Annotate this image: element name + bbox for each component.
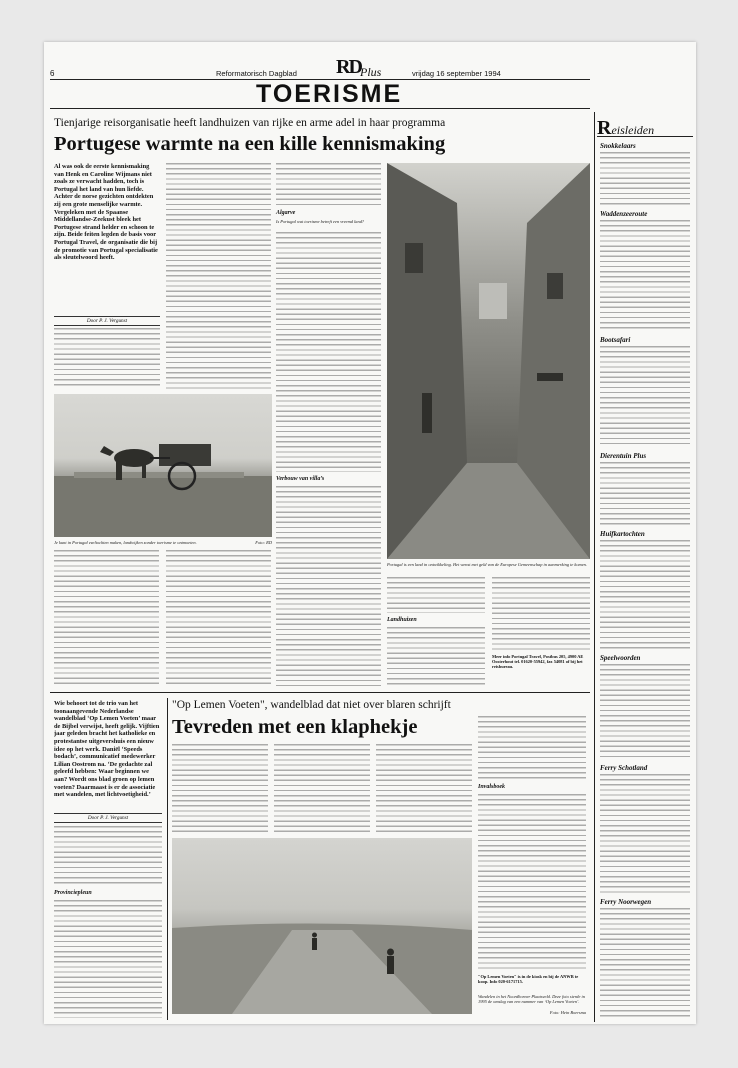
article1-body-col6b bbox=[387, 627, 485, 687]
sidebar-heading-3: Dierentuin Plus bbox=[600, 452, 647, 460]
article3-subhead: Invalsboek bbox=[478, 784, 505, 790]
article1-lede: Al was ook de eerste kennismaking van Henk en Caroline Wijmans niet zoals ze verwacht hadden, toch is Portugal het land van hun liefde. Achter de norse gezichten ontdekten zij een grote menselijke warmte. Vergeleken met de Spaanse Middellandse-Zeekust bleek het Portugese strand helder en schoon te zijn. Beide feiten legden de basis voor Portugal Travel, de organisatie die bij de promotie van Portugal specialisatie als sleutelwoord heeft. bbox=[54, 163, 158, 262]
mid-rule bbox=[50, 692, 590, 693]
section-rule bbox=[50, 108, 590, 109]
article1-body-col4 bbox=[54, 550, 159, 686]
article1-byline: Door P. J. Vergunst bbox=[54, 316, 160, 326]
sidebar-heading-6: Ferry Schotland bbox=[600, 764, 648, 772]
sidebar-heading-4: Huifkartochten bbox=[600, 530, 645, 538]
article1-body-col6 bbox=[387, 577, 485, 613]
article1-body-col3a bbox=[276, 163, 381, 207]
sidebar-title bbox=[597, 117, 693, 137]
sidebar-text-4 bbox=[600, 540, 690, 650]
sidebar-heading-1: Waddenzeeroute bbox=[600, 210, 648, 218]
sidebar-heading-5: Speelwoorden bbox=[600, 654, 641, 662]
article1-headline: Portugese warmte na een kille kennismaking bbox=[54, 133, 446, 155]
article2-byline: Door P. J. Vergunst bbox=[54, 813, 162, 823]
article3-body-col4b bbox=[478, 794, 586, 970]
article2-body-a bbox=[54, 826, 162, 886]
rd-logo bbox=[336, 56, 396, 80]
photo2-caption: Portugal is een land in ontwikkeling. Het wenst met geld van de Europese Gemeenschap in aanmerking te komen. bbox=[387, 562, 587, 567]
article1-body-col7 bbox=[492, 577, 590, 651]
article2-lede: Wie behoort tot de trio van het toonaangevende Nederlandse wandelblad ‘Op Lemen Voeten’ maar de Bijbel verwijst, heeft gelijk. Vijftien jaar geleden bracht het katholieke en protestantse uitgevershuis een nieuw idee op het werk. Daniël ‘Speeds bodach’, communicatief medewerker Lilian Oostrom na. ‘De gedachte zal geleefd hebben: Waar beginnen we aan? Wordt ons blad groen op lemen voeten? Daarmaast is er de associatie met wandelen, met lichtvoetigheid.’ bbox=[54, 700, 160, 799]
sidebar-text-0 bbox=[600, 152, 690, 206]
sidebar-text-7 bbox=[600, 908, 690, 1018]
article3-body-col4a bbox=[478, 716, 586, 780]
photo3-credit: Foto: Hein Boersma bbox=[549, 1010, 586, 1015]
article1-body-col1 bbox=[54, 328, 160, 389]
sidebar-text-5 bbox=[600, 664, 690, 760]
article3-kicker: "Op Lemen Voeten", wandelblad dat niet over blaren schrijft bbox=[172, 699, 451, 711]
sidebar-text-1 bbox=[600, 220, 690, 332]
sidebar-heading-7: Ferry Noorwegen bbox=[600, 898, 652, 906]
article1-pull-quote: Is Portugal wat toerisme betreft een vreemd land? bbox=[276, 219, 365, 224]
article1-body-col5 bbox=[166, 550, 271, 686]
issue-date: vrijdag 16 september 1994 bbox=[412, 69, 501, 78]
sidebar-text-6 bbox=[600, 774, 690, 894]
article2-subhead: Provinciepleun bbox=[54, 890, 92, 896]
article1-kicker: Tienjarige reisorganisatie heeft landhuizen van rijke en arme adel in haar programma bbox=[54, 117, 446, 129]
photo-village-street-illustration bbox=[387, 163, 590, 559]
article1-body-col3b bbox=[276, 232, 381, 472]
rd-logo-text: RD bbox=[336, 56, 361, 78]
article1-subhead-algarve: Algarve bbox=[276, 210, 296, 216]
sidebar-divider bbox=[594, 112, 595, 1022]
photo-walkers bbox=[172, 838, 472, 1014]
article1-body-col2 bbox=[166, 163, 271, 389]
sidebar-title-initial: R bbox=[597, 117, 612, 139]
article3-body-col2 bbox=[274, 744, 370, 832]
sidebar-text-3 bbox=[600, 462, 690, 526]
photo-village-street bbox=[387, 163, 590, 559]
article1-subhead-landhuizen: Landhuizen bbox=[387, 617, 417, 623]
sidebar-text-2 bbox=[600, 346, 690, 448]
photo1-credit: Foto: RD bbox=[255, 540, 272, 545]
photo-donkey-cart bbox=[54, 394, 272, 537]
photo-donkey-cart-illustration bbox=[54, 394, 272, 537]
article3-body-col3 bbox=[376, 744, 472, 832]
paper-name: Reformatorisch Dagblad bbox=[216, 69, 297, 78]
article3-info: "Op Lemen Voeten" is in de kiosk en bij de ANWB te koop. Info 020-6171715. bbox=[478, 974, 579, 985]
newspaper-page bbox=[44, 42, 696, 1024]
photo-walkers-illustration bbox=[172, 838, 472, 1014]
article3-headline: Tevreden met een klaphekje bbox=[172, 716, 418, 738]
rd-logo-sub: Plus bbox=[360, 65, 382, 79]
section-title: TOERISME bbox=[256, 80, 403, 108]
article1-body-col3c bbox=[276, 486, 381, 686]
sidebar-heading-0: Snokkelaars bbox=[600, 142, 636, 150]
article2-divider bbox=[167, 698, 168, 1020]
article1-subhead-villas: Verbouw van villa’s bbox=[276, 476, 325, 482]
photo1-caption: Je kunt in Portugal ezeltochten maken, landwijken zonder toerisme te ontmoeten. bbox=[54, 540, 197, 545]
article1-info: Meer info Portugal Travel, Postbus 205, 4900 AE Oosterhout tel. 01620-55942, fax 54081 of bij het reisbureau. bbox=[492, 654, 584, 670]
article2-body-b bbox=[54, 900, 162, 1018]
page-number: 6 bbox=[50, 69, 55, 78]
sidebar-title-rest: eisleiden bbox=[611, 123, 655, 137]
photo3-caption: Wandelen in het Noordhorner Plaatsveld. Deze foto sierde in 1995 de omslag van een nummer van ‘Op Lemen Voeten’. bbox=[478, 994, 585, 1005]
article3-body-col1 bbox=[172, 744, 268, 832]
sidebar-heading-2: Bootsafari bbox=[600, 336, 631, 344]
